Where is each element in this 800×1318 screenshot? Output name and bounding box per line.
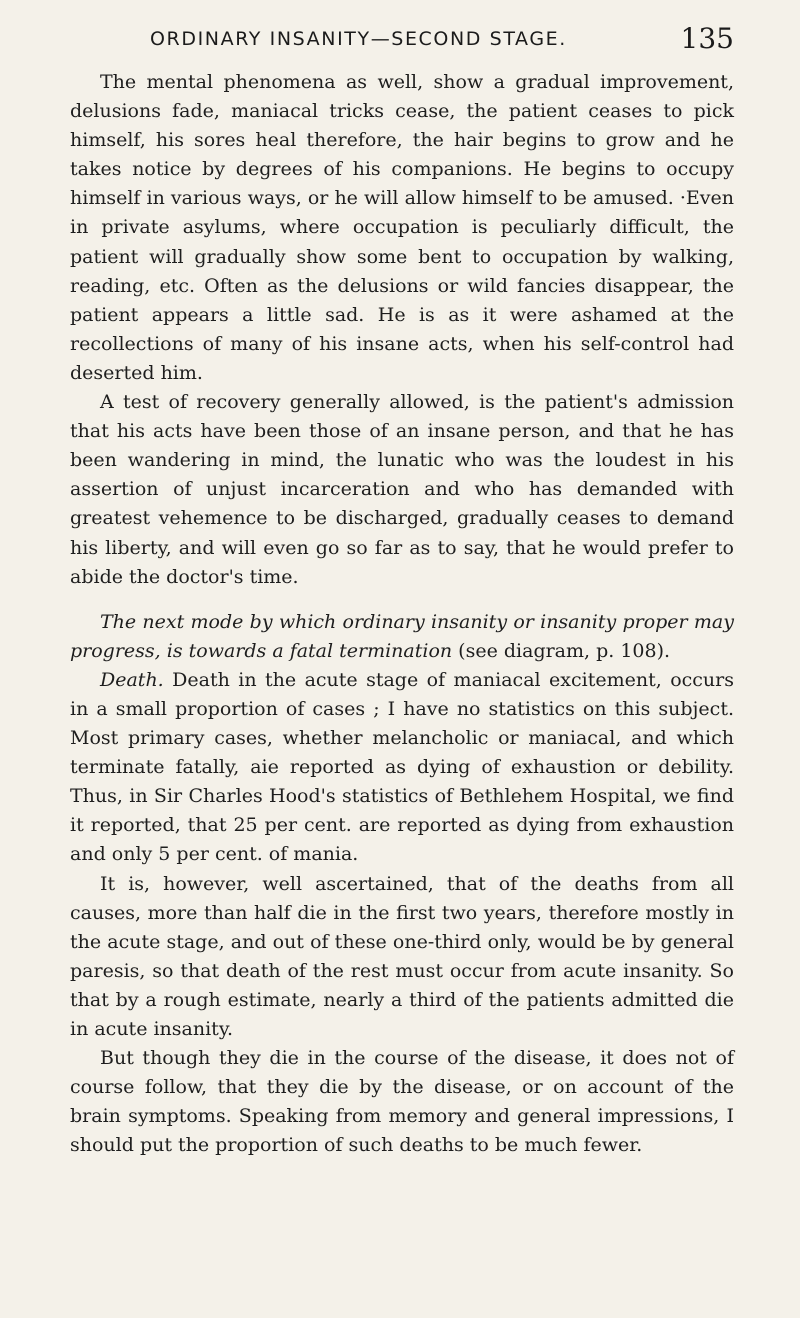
running-title: ORDINARY INSANITY—SECOND STAGE. — [150, 28, 567, 50]
paragraph-improvement — [70, 68, 734, 388]
page-number: 135 — [680, 22, 734, 55]
paragraph-text: It is, however, well ascertained, that of the deaths from all causes, more than half die in the first two years, therefore mostly in the acute stage, and out of these one-third only, would be by general paresis, so that death of the rest must occur from acute insanity. So that by a rough estimate, nearly a third of the patients admitted die in acute insanity. — [70, 872, 734, 1040]
paragraph-death — [70, 666, 734, 870]
paragraph-text: Death in the acute stage of maniacal excitement, occurs in a small proportion of cases ; I have no statistics on this subject. Most primary cases, whether melancholic or maniacal, and which terminate fatally, aie reported as dying of exhaustion or debility. Thus, in Sir Charles Hood's statistics of Bethlehem Hospital, we find it reported, that 25 per cent. are reported as dying from exhaustion and only 5 per cent. of mania. — [70, 668, 734, 866]
running-head — [70, 20, 734, 68]
paragraph-test-of-recovery — [70, 388, 734, 592]
paragraph-text: The mental phenomena as well, show a gradual improvement, delusions fade, maniacal tricks cease, the patient ceases to pick himself, his sores heal therefore, the hair begins to grow and he takes notice by degrees of his companions. He begins to occupy himself in various ways, or he will allow himself to be amused. ·Even in private asylums, where occupation is peculiarly difficult, the patient will gradually show some bent to occupation by walking, reading, etc. Often as the delusions or wild fancies disappear, the patient appears a little sad. He is as it were ashamed at the recollections of many of his insane acts, when his self-control had deserted him. — [70, 71, 734, 384]
body-text — [70, 68, 734, 1160]
book-page — [70, 20, 734, 1160]
paragraph-next-mode — [70, 608, 734, 666]
italic-lead: The next mode by which ordinary insanity or insanity proper may progress, is towards a fatal termination — [70, 610, 734, 662]
paragraph-text: A test of recovery generally allowed, is the patient's admission that his acts have been those of an insane person, and that he has been wandering in mind, the lunatic who was the loudest in his assertion of unjust incarceration and who has demanded with greatest vehemence to be discharged, gradually ceases to demand his liberty, and will even go so far as to say, that he would prefer to abide the doctor's time. — [70, 391, 734, 588]
paragraph-text: But though they die in the course of the disease, it does not of course follow, that they die by the disease, or on account of the brain symptoms. Speaking from memory and general impressions, I should put the proportion of such deaths to be much fewer. — [70, 1047, 734, 1157]
paragraph-text: (see diagram, p. 108). — [452, 639, 671, 662]
paragraph-deaths-estimate — [70, 870, 734, 1045]
paragraph-brain-symptoms — [70, 1044, 734, 1160]
italic-lead: Death. — [100, 668, 164, 691]
